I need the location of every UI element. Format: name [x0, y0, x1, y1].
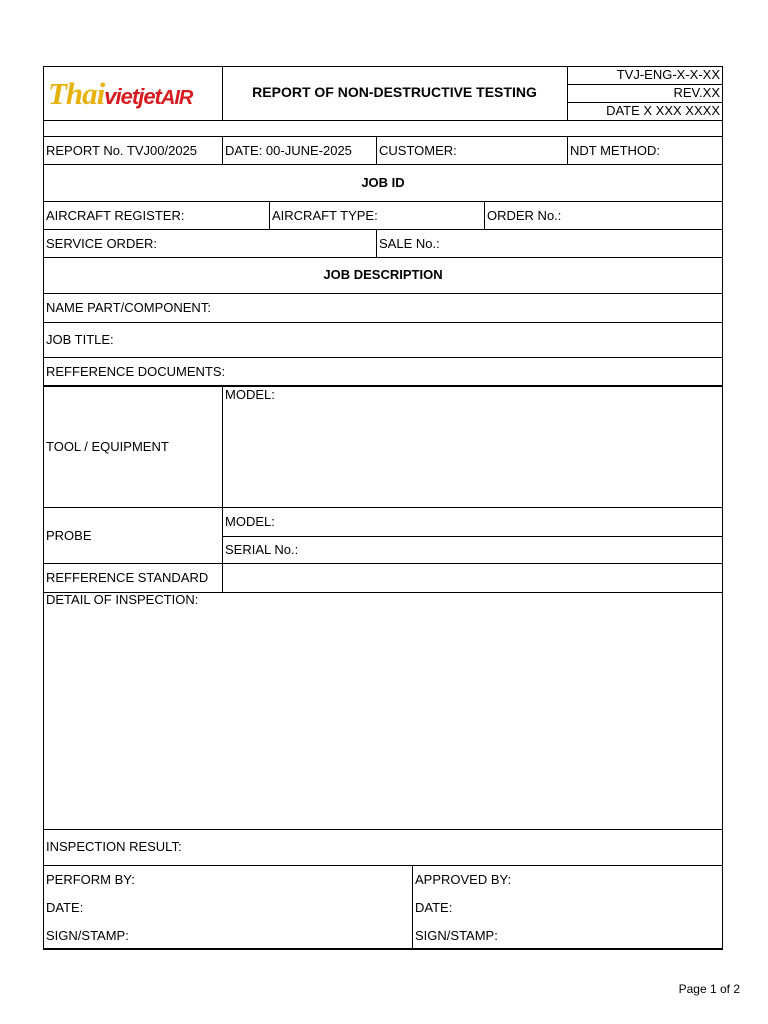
form-title: REPORT OF NON-DESTRUCTIVE TESTING	[252, 84, 537, 100]
line-tool-probe-divider	[222, 385, 223, 592]
probe-model-label: MODEL:	[225, 514, 275, 529]
tool-equipment-label: TOOL / EQUIPMENT	[46, 439, 169, 454]
line-service-1	[376, 229, 377, 257]
line-detail-bottom	[43, 829, 723, 830]
approved-date-label: DATE:	[415, 900, 453, 915]
line-tool-bottom	[43, 507, 723, 508]
line-name-bottom	[43, 322, 723, 323]
line-aircraft-1	[269, 201, 270, 229]
customer-label: CUSTOMER:	[379, 143, 457, 158]
job-id-heading: JOB ID	[361, 175, 405, 190]
tool-model-label: MODEL:	[225, 387, 275, 402]
line-info-bottom	[43, 164, 723, 165]
doc-date: DATE X XXX XXXX	[606, 103, 720, 118]
line-aircraft-bottom	[43, 229, 723, 230]
line-info-1	[222, 136, 223, 164]
line-title-bottom	[43, 357, 723, 358]
report-date: DATE: 00-JUNE-2025	[225, 143, 352, 158]
perform-by-label: PERFORM BY:	[46, 872, 135, 887]
line-service-bottom	[43, 257, 723, 258]
service-order-label: SERVICE ORDER:	[46, 236, 158, 251]
line-probe-model-bottom	[222, 536, 723, 537]
report-number: REPORT No. TVJ00/2025	[46, 143, 198, 158]
aircraft-type-label: AIRCRAFT TYPE:	[272, 208, 378, 223]
aircraft-register-label: AIRCRAFT REGISTER:	[46, 208, 185, 223]
perform-sign-label: SIGN/STAMP:	[46, 928, 129, 943]
logo-thai: Thai	[48, 76, 105, 111]
line-bottom	[43, 948, 723, 950]
ndt-method-label: NDT METHOD:	[570, 143, 661, 158]
detail-of-inspection-label: DETAIL OF INSPECTION:	[46, 592, 199, 607]
inspection-result-label: INSPECTION RESULT:	[46, 839, 182, 854]
company-logo	[48, 76, 218, 112]
logo-air: AIR	[160, 87, 193, 109]
doc-code: TVJ-ENG-X-X-XX	[616, 67, 720, 82]
line-probe-bottom	[43, 563, 723, 564]
sale-no-label: SALE No.:	[379, 236, 440, 251]
line-refdoc-bottom	[43, 385, 723, 387]
perform-date-label: DATE:	[46, 900, 84, 915]
line-signature-divider	[412, 865, 413, 948]
line-jobid-bottom	[43, 201, 723, 202]
reference-documents-label: REFFERENCE DOCUMENTS:	[46, 364, 226, 379]
probe-serial-label: SERIAL No.:	[225, 542, 299, 557]
job-title-label: JOB TITLE:	[46, 332, 114, 347]
line-result-bottom	[43, 865, 723, 866]
approved-by-label: APPROVED BY:	[415, 872, 512, 887]
order-no-label: ORDER No.:	[487, 208, 562, 223]
line-spacer	[43, 136, 723, 137]
logo-vietjet: vietjet	[104, 84, 161, 109]
job-description-heading: JOB DESCRIPTION	[323, 267, 443, 282]
approved-sign-label: SIGN/STAMP:	[415, 928, 498, 943]
line-aircraft-2	[484, 201, 485, 229]
probe-label: PROBE	[46, 528, 92, 543]
line-jobdesc-bottom	[43, 293, 723, 294]
line-info-2	[376, 136, 377, 164]
line-header-bottom	[43, 120, 723, 121]
name-part-label: NAME PART/COMPONENT:	[46, 300, 211, 315]
line-info-3	[567, 136, 568, 164]
reference-standard-label: REFFERENCE STANDARD	[46, 570, 209, 585]
page-number: Page 1 of 2	[678, 982, 740, 996]
doc-revision: REV.XX	[673, 85, 720, 100]
